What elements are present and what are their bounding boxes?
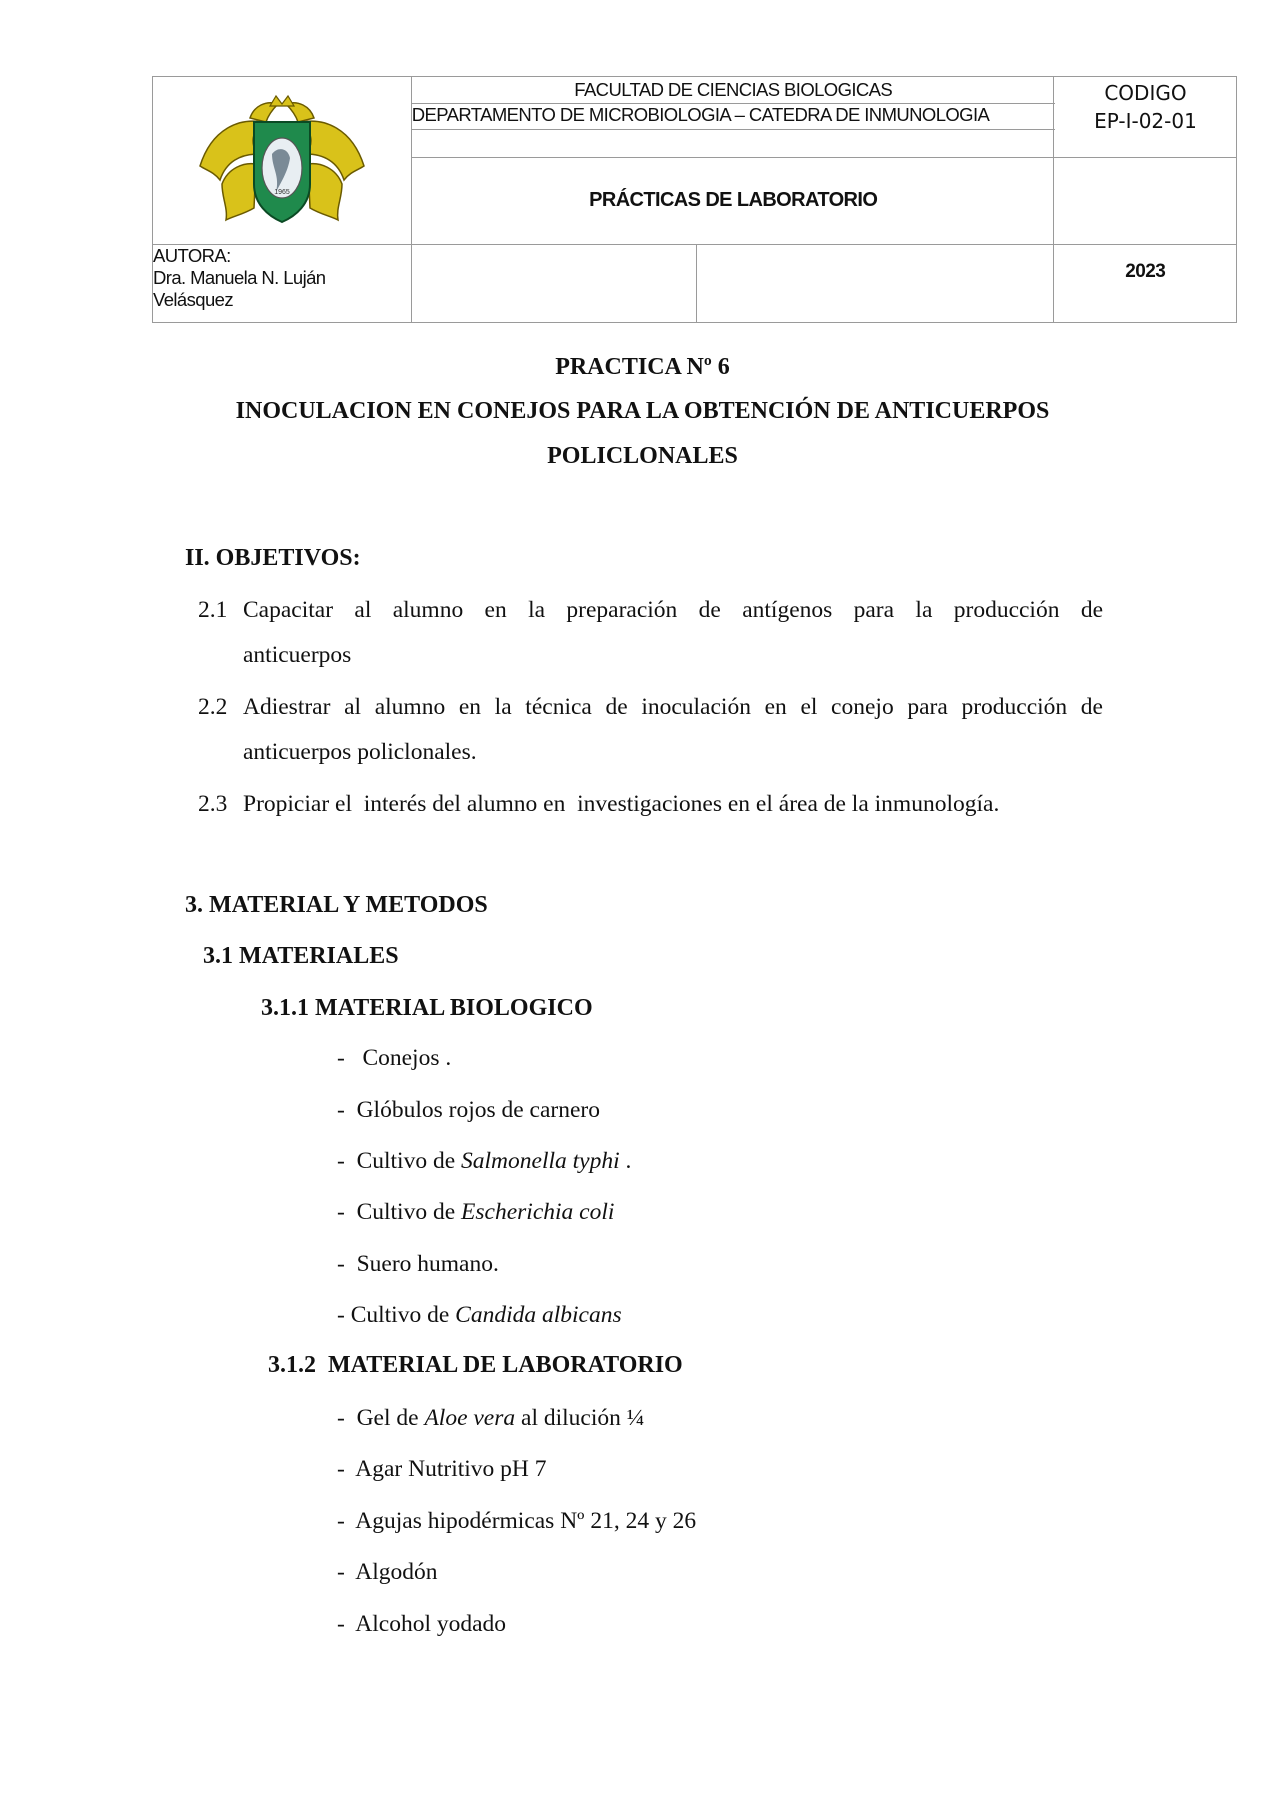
- list-item: - Agar Nutritivo pH 7: [337, 1456, 547, 1482]
- lab-material-heading: 3.1.2 MATERIAL DE LABORATORIO: [268, 1352, 683, 1378]
- objective-text-line2: anticuerpos policlonales.: [243, 739, 477, 765]
- document-year: 2023: [1125, 261, 1166, 282]
- methods-heading: 3. MATERIAL Y METODOS: [185, 892, 488, 918]
- code-label: CODIGO: [1104, 81, 1187, 105]
- logo-year: 1965: [274, 189, 290, 196]
- list-item: - Algodón: [337, 1559, 438, 1585]
- objective-number: 2.3: [198, 791, 228, 817]
- objective-text-line1: Capacitar al alumno en la preparación de antígenos para la producción de: [243, 597, 1103, 623]
- practice-number: PRACTICA Nº 6: [555, 354, 730, 380]
- year-cell: [1054, 245, 1237, 323]
- logo-cell: [153, 77, 412, 245]
- author-label: AUTORA:: [153, 245, 231, 266]
- list-item: - Glóbulos rojos de carnero: [337, 1097, 600, 1123]
- list-item: - Agujas hipodérmicas Nº 21, 24 y 26: [337, 1508, 697, 1534]
- objective-text-line1: Propiciar el interés del alumno en investigaciones en el área de la inmunología.: [243, 791, 1000, 817]
- blank-split-cell: [411, 245, 1054, 323]
- list-item: - Cultivo de Salmonella typhi .: [337, 1148, 632, 1174]
- list-item: - Gel de Aloe vera al dilución ¼: [337, 1405, 645, 1431]
- biological-material-heading: 3.1.1 MATERIAL BIOLOGICO: [261, 995, 593, 1021]
- list-item: - Conejos .: [337, 1045, 452, 1071]
- code-cell: [1054, 77, 1237, 245]
- document-header-table: [152, 76, 1237, 323]
- code-value: EP-I-02-01: [1094, 109, 1197, 133]
- objective-number: 2.2: [198, 694, 228, 720]
- objectives-heading: II. OBJETIVOS:: [185, 545, 361, 571]
- practices-title: PRÁCTICAS DE LABORATORIO: [589, 189, 878, 211]
- author-name-line2: Velásquez: [153, 289, 233, 310]
- list-item: - Cultivo de Escherichia coli: [337, 1199, 615, 1225]
- faculty-name: FACULTAD DE CIENCIAS BIOLOGICAS: [574, 79, 893, 100]
- list-item: - Cultivo de Candida albicans: [337, 1302, 622, 1328]
- list-item: - Suero humano.: [337, 1251, 499, 1277]
- practice-title-line1: INOCULACION EN CONEJOS PARA LA OBTENCIÓN DE ANTICUERPOS: [235, 398, 1050, 424]
- university-crest-logo: [192, 88, 372, 228]
- author-cell: [153, 245, 412, 323]
- objective-text-line2: anticuerpos: [243, 642, 352, 668]
- list-item: - Alcohol yodado: [337, 1611, 507, 1637]
- materials-heading: 3.1 MATERIALES: [203, 943, 399, 969]
- objective-text-line1: Adiestrar al alumno en la técnica de inoculación en el conejo para producción de: [243, 694, 1103, 720]
- objective-number: 2.1: [198, 597, 228, 623]
- practice-title-line2: POLICLONALES: [547, 443, 738, 469]
- department-name: DEPARTAMENTO DE MICROBIOLOGIA – CATEDRA DE INMUNOLOGIA: [411, 104, 990, 125]
- author-name-line1: Dra. Manuela N. Luján: [153, 267, 326, 288]
- header-center-cell: [411, 77, 1054, 245]
